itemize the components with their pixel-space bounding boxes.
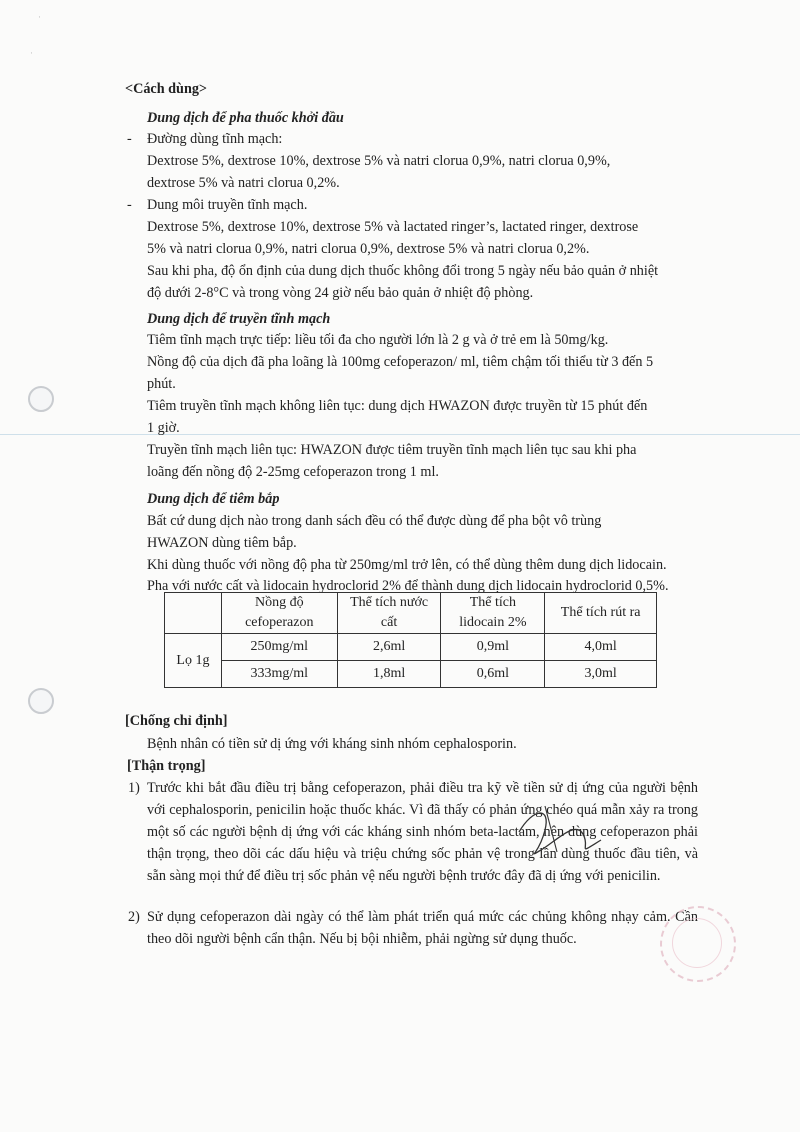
table-corner-cell [165, 593, 222, 634]
dilution-table [164, 592, 657, 688]
table-cell: 250mg/ml [221, 634, 337, 661]
precaution-paragraph: Sử dụng cefoperazon dài ngày có thể làm phát triển quá mức các chủng không nhạy cảm. Cần theo dõi người bệnh cẩn thận. Nếu bị bội nhiễm, phải ngừng sử dụng thuốc. [147, 909, 698, 947]
list-item-number: 1) [128, 780, 140, 796]
precaution-paragraph: Trước khi bắt đầu điều trị bằng cefoperazon, phải điều tra kỹ về tiền sử dị ứng của người bệnh với cephalosporin, penicilin hoặc thuốc khác. Vì đã thấy có phản ứng chéo quá mẫn xảy ra trong một số các người bệnh dị ứng với các kháng sinh nhóm beta-lactam, nên dùng cefoperazon phải thận trọng, theo dõi các dấu hiệu và triệu chứng sốc phản vệ trong lần dùng thuốc đầu tiên, và sẵn sàng mọi thứ để điều trị sốc phản vệ nếu người bệnh trước đây đã dị ứng với penicilin. [147, 780, 698, 884]
paragraph-line: dextrose 5% và natri clorua 0,2%. [147, 175, 340, 191]
paragraph-line: Pha với nước cất và lidocain hydroclorid 2% để thành dung dịch lidocain hydroclorid 0,5%. [147, 578, 669, 594]
paragraph-line: Dextrose 5%, dextrose 10%, dextrose 5% và natri clorua 0,9%, natri clorua 0,9%, [147, 153, 611, 169]
paragraph-line: loãng đến nồng độ 2-25mg cefoperazon trong 1 ml. [147, 464, 439, 480]
punch-hole [28, 386, 54, 412]
paragraph-line: Bệnh nhân có tiền sử dị ứng với kháng sinh nhóm cephalosporin. [147, 736, 517, 752]
subheading-truyen-tinh-mach: Dung dịch để truyền tĩnh mạch [147, 311, 331, 327]
bullet-dash: - [127, 131, 132, 147]
handwritten-signature [505, 800, 615, 860]
table-row-label: Lọ 1g [165, 634, 222, 688]
scan-speck: · [38, 12, 41, 22]
list-item-label: Đường dùng tĩnh mạch: [147, 131, 283, 147]
list-item-label: Dung môi truyền tĩnh mạch. [147, 197, 308, 213]
table-cell: 1,8ml [337, 661, 441, 688]
subheading-pha-thuoc: Dung dịch để pha thuốc khởi đầu [147, 110, 344, 126]
table-cell: 4,0ml [545, 634, 657, 661]
official-stamp [660, 906, 736, 982]
paragraph-line: Truyền tĩnh mạch liên tục: HWAZON được tiêm truyền tĩnh mạch liên tục sau khi pha [147, 442, 637, 458]
paragraph-line: Tiêm tĩnh mạch trực tiếp: liều tối đa cho người lớn là 2 g và ở trẻ em là 50mg/kg. [147, 332, 609, 348]
scan-speck: · [30, 48, 33, 58]
paragraph-line: phút. [147, 376, 176, 392]
table-header-cell: Nồng độ cefoperazon [221, 593, 337, 634]
table-header-cell: Thể tích nước cất [337, 593, 441, 634]
bullet-dash: - [127, 197, 132, 213]
table-header-cell: Thể tích lidocain 2% [441, 593, 545, 634]
table-cell: 333mg/ml [221, 661, 337, 688]
table-cell: 3,0ml [545, 661, 657, 688]
paragraph-line: Khi dùng thuốc với nồng độ pha từ 250mg/ml trở lên, có thể dùng thêm dung dịch lidocain. [147, 557, 667, 573]
paragraph-line: Dextrose 5%, dextrose 10%, dextrose 5% và lactated ringer’s, lactated ringer, dextrose [147, 219, 639, 235]
table-cell: 2,6ml [337, 634, 441, 661]
table-cell: 0,6ml [441, 661, 545, 688]
paragraph-line: HWAZON dùng tiêm bắp. [147, 535, 297, 551]
subheading-tiem-bap: Dung dịch để tiêm bắp [147, 491, 280, 507]
table-cell: 0,9ml [441, 634, 545, 661]
paragraph-line: Sau khi pha, độ ổn định của dung dịch thuốc không đổi trong 5 ngày nếu bảo quản ở nhiệt [147, 263, 659, 279]
paragraph-line: Bất cứ dung dịch nào trong danh sách đều có thể được dùng để pha bột vô trùng [147, 513, 602, 529]
paragraph-line: Nồng độ của dịch đã pha loãng là 100mg cefoperazon/ ml, tiêm chậm tối thiểu từ 3 đến 5 [147, 354, 654, 370]
table-row [165, 634, 657, 661]
section-heading-than-trong: [Thận trọng] [127, 758, 206, 774]
table-header-row [165, 593, 657, 634]
list-item-number: 2) [128, 909, 140, 925]
section-heading-cach-dung: <Cách dùng> [125, 81, 208, 97]
table-header-cell: Thể tích rút ra [545, 593, 657, 634]
scan-line [0, 434, 800, 435]
paragraph-line: 1 giờ. [147, 420, 180, 436]
paragraph-line: Tiêm truyền tĩnh mạch không liên tục: dung dịch HWAZON được truyền từ 15 phút đến [147, 398, 648, 414]
paragraph-line: 5% và natri clorua 0,9%, natri clorua 0,9%, dextrose 5% và natri clorua 0,2%. [147, 241, 590, 257]
section-heading-chong-chi-dinh: [Chống chỉ định] [125, 713, 228, 729]
punch-hole [28, 688, 54, 714]
paragraph-line: độ dưới 2-8°C và trong vòng 24 giờ nếu bảo quản ở nhiệt độ phòng. [147, 285, 534, 301]
table-row [165, 661, 657, 688]
